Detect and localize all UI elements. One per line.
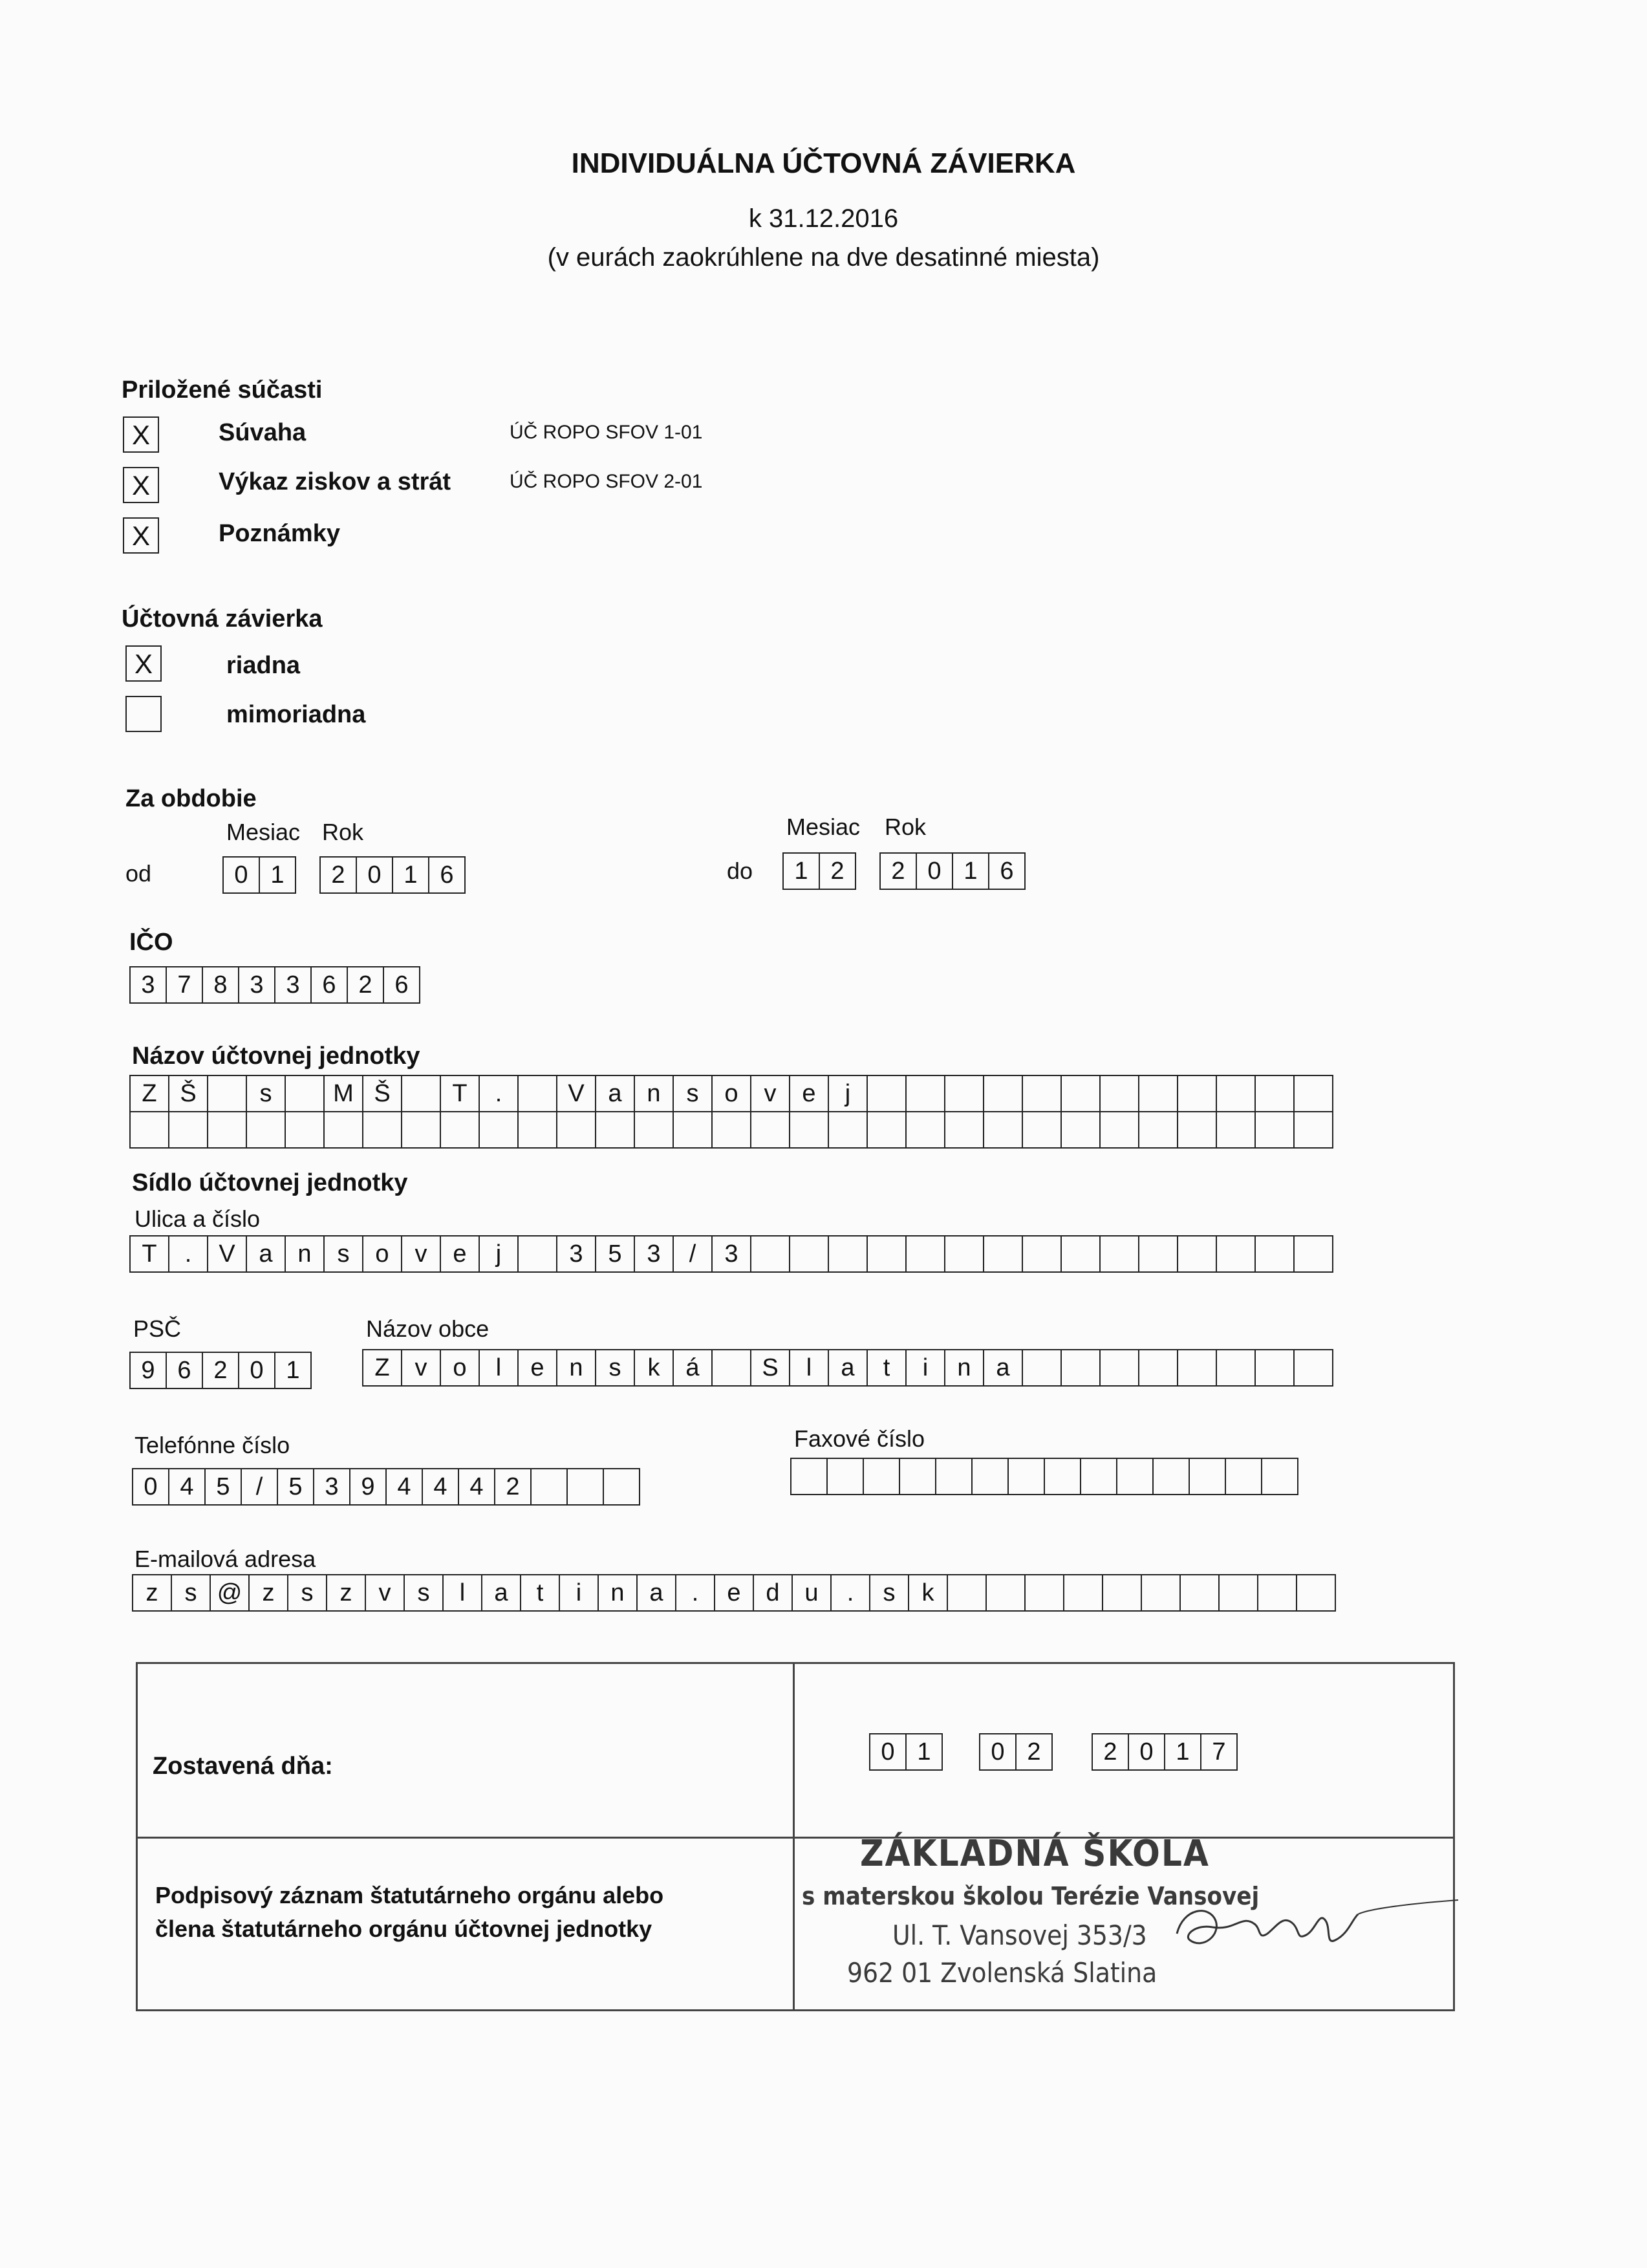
- char-cell[interactable]: [983, 1235, 1023, 1273]
- digit-cell[interactable]: 2: [1015, 1733, 1053, 1771]
- char-cell[interactable]: n: [556, 1349, 596, 1387]
- statement-type-heading: Účtovná závierka: [122, 605, 323, 632]
- digit-cell[interactable]: 2: [879, 852, 917, 890]
- char-cell[interactable]: 3: [711, 1235, 751, 1273]
- psc-label: PSČ: [133, 1315, 182, 1342]
- char-cell[interactable]: o: [440, 1349, 480, 1387]
- char-cell[interactable]: [1254, 1111, 1295, 1149]
- vykaz-code: ÚČ ROPO SFOV 2-01: [510, 471, 703, 492]
- checkbox-riadna[interactable]: X: [125, 645, 162, 682]
- char-cell[interactable]: [1189, 1458, 1226, 1495]
- digit-cell[interactable]: 1: [905, 1733, 943, 1771]
- char-cell[interactable]: 9: [349, 1468, 387, 1506]
- char-cell[interactable]: [285, 1111, 325, 1149]
- char-cell[interactable]: e: [714, 1574, 754, 1612]
- fax-cells[interactable]: [790, 1458, 1297, 1495]
- char-cell[interactable]: z: [132, 1574, 172, 1612]
- city-label: Názov obce: [366, 1315, 490, 1342]
- char-cell[interactable]: V: [556, 1075, 596, 1112]
- compiled-day-cells[interactable]: [869, 1733, 942, 1771]
- stamp-line-1: ZÁKLADNÁ ŠKOLA: [860, 1833, 1210, 1875]
- char-cell[interactable]: [1099, 1235, 1139, 1273]
- char-cell[interactable]: [1044, 1458, 1081, 1495]
- char-cell[interactable]: M: [323, 1075, 363, 1112]
- digit-cell[interactable]: 1: [1164, 1733, 1201, 1771]
- char-cell[interactable]: i: [559, 1574, 599, 1612]
- char-cell[interactable]: [828, 1111, 868, 1149]
- char-cell[interactable]: [517, 1075, 557, 1112]
- phone-label: Telefónne číslo: [135, 1432, 290, 1458]
- char-cell[interactable]: [1216, 1235, 1256, 1273]
- char-cell[interactable]: 9: [129, 1352, 167, 1389]
- digit-cell[interactable]: 2: [347, 966, 384, 1004]
- char-cell[interactable]: t: [520, 1574, 560, 1612]
- digit-cell[interactable]: 1: [259, 856, 296, 894]
- from-year-label: Rok: [322, 819, 364, 845]
- char-cell[interactable]: [867, 1111, 907, 1149]
- char-cell[interactable]: o: [711, 1075, 751, 1112]
- char-cell[interactable]: l: [479, 1349, 519, 1387]
- char-cell[interactable]: [983, 1075, 1023, 1112]
- char-cell[interactable]: [1022, 1111, 1062, 1149]
- char-cell[interactable]: [603, 1468, 640, 1506]
- char-cell[interactable]: [1063, 1574, 1103, 1612]
- char-cell[interactable]: [517, 1235, 557, 1273]
- char-cell[interactable]: n: [944, 1349, 984, 1387]
- char-cell[interactable]: [1177, 1111, 1217, 1149]
- char-cell[interactable]: [530, 1468, 568, 1506]
- digit-cell[interactable]: 1: [782, 852, 820, 890]
- char-cell[interactable]: j: [828, 1075, 868, 1112]
- entity-name-label: Názov účtovnej jednotky: [132, 1042, 420, 1070]
- char-cell[interactable]: s: [323, 1235, 363, 1273]
- char-cell[interactable]: [1007, 1458, 1045, 1495]
- digit-cell[interactable]: 8: [202, 966, 239, 1004]
- char-cell[interactable]: [1022, 1075, 1062, 1112]
- char-cell[interactable]: [566, 1468, 604, 1506]
- char-cell[interactable]: [1022, 1349, 1062, 1387]
- char-cell[interactable]: [1099, 1075, 1139, 1112]
- char-cell[interactable]: S: [750, 1349, 790, 1387]
- char-cell[interactable]: [207, 1075, 247, 1112]
- char-cell[interactable]: V: [207, 1235, 247, 1273]
- email-cells[interactable]: [132, 1574, 1335, 1610]
- suvaha-label: Súvaha: [219, 419, 307, 446]
- char-cell[interactable]: [323, 1111, 363, 1149]
- char-cell[interactable]: [1099, 1111, 1139, 1149]
- char-cell[interactable]: [944, 1235, 984, 1273]
- char-cell[interactable]: s: [869, 1574, 909, 1612]
- char-cell[interactable]: [479, 1111, 519, 1149]
- char-cell[interactable]: [750, 1111, 790, 1149]
- char-cell[interactable]: [1080, 1458, 1117, 1495]
- char-cell[interactable]: [905, 1235, 945, 1273]
- char-cell[interactable]: [711, 1349, 751, 1387]
- char-cell[interactable]: n: [597, 1574, 638, 1612]
- city-cells[interactable]: [362, 1349, 1332, 1385]
- digit-cell[interactable]: 6: [428, 856, 466, 894]
- period-heading: Za obdobie: [125, 785, 257, 812]
- char-cell[interactable]: n: [634, 1075, 674, 1112]
- char-cell[interactable]: 2: [494, 1468, 532, 1506]
- char-cell[interactable]: [1293, 1075, 1333, 1112]
- char-cell[interactable]: Š: [362, 1075, 402, 1112]
- char-cell[interactable]: a: [246, 1235, 286, 1273]
- char-cell[interactable]: [440, 1111, 480, 1149]
- char-cell[interactable]: 5: [277, 1468, 314, 1506]
- char-cell[interactable]: [517, 1111, 557, 1149]
- to-month-cells[interactable]: [782, 852, 855, 890]
- char-cell[interactable]: j: [479, 1235, 519, 1273]
- char-cell[interactable]: T: [440, 1075, 480, 1112]
- char-cell[interactable]: [1254, 1349, 1295, 1387]
- char-cell[interactable]: a: [481, 1574, 521, 1612]
- char-cell[interactable]: [789, 1111, 829, 1149]
- char-cell[interactable]: Z: [362, 1349, 402, 1387]
- phone-cells[interactable]: [132, 1468, 639, 1506]
- char-cell[interactable]: [1254, 1075, 1295, 1112]
- from-month-label: Mesiac: [226, 819, 301, 845]
- char-cell[interactable]: [401, 1075, 441, 1112]
- char-cell[interactable]: i: [905, 1349, 945, 1387]
- char-cell[interactable]: l: [789, 1349, 829, 1387]
- char-cell[interactable]: 0: [132, 1468, 169, 1506]
- char-cell[interactable]: [1296, 1574, 1336, 1612]
- char-cell[interactable]: [1022, 1235, 1062, 1273]
- char-cell[interactable]: [246, 1111, 286, 1149]
- ico-label: IČO: [129, 929, 173, 956]
- char-cell[interactable]: [750, 1235, 790, 1273]
- char-cell[interactable]: .: [168, 1235, 208, 1273]
- char-cell[interactable]: n: [285, 1235, 325, 1273]
- compiled-label: Zostavená dňa:: [153, 1753, 333, 1780]
- char-cell[interactable]: [1216, 1111, 1256, 1149]
- stamp-line-3: Ul. T. Vansovej 353/3: [892, 1919, 1147, 1951]
- attachments-heading: Priložené súčasti: [122, 376, 323, 404]
- char-cell[interactable]: 0: [238, 1352, 275, 1389]
- vykaz-label: Výkaz ziskov a strát: [219, 468, 451, 495]
- char-cell[interactable]: v: [365, 1574, 405, 1612]
- char-cell[interactable]: 5: [595, 1235, 635, 1273]
- digit-cell[interactable]: 0: [916, 852, 953, 890]
- char-cell[interactable]: s: [673, 1075, 713, 1112]
- char-cell[interactable]: [1099, 1349, 1139, 1387]
- char-cell[interactable]: 2: [202, 1352, 239, 1389]
- char-cell[interactable]: [634, 1111, 674, 1149]
- signature-label-line-2: člena štatutárneho orgánu účtovnej jednotky: [155, 1916, 652, 1942]
- char-cell[interactable]: á: [673, 1349, 713, 1387]
- handwritten-signature: [1164, 1888, 1461, 1966]
- char-cell[interactable]: [1152, 1458, 1190, 1495]
- char-cell[interactable]: k: [908, 1574, 948, 1612]
- char-cell[interactable]: [1261, 1458, 1298, 1495]
- checkbox-vykaz[interactable]: X: [123, 467, 159, 503]
- char-cell[interactable]: 3: [556, 1235, 596, 1273]
- signature-label-line-1: Podpisový záznam štatutárneho orgánu alebo: [155, 1882, 664, 1908]
- char-cell[interactable]: [863, 1458, 900, 1495]
- char-cell[interactable]: [985, 1574, 1026, 1612]
- to-month-label: Mesiac: [786, 814, 861, 840]
- char-cell[interactable]: [905, 1111, 945, 1149]
- checkbox-suvaha[interactable]: X: [123, 416, 159, 453]
- digit-cell[interactable]: 3: [238, 966, 275, 1004]
- char-cell[interactable]: [790, 1458, 828, 1495]
- char-cell[interactable]: 4: [458, 1468, 495, 1506]
- checkbox-mimoriadna[interactable]: [125, 696, 162, 732]
- char-cell[interactable]: 4: [422, 1468, 459, 1506]
- char-cell[interactable]: [1177, 1075, 1217, 1112]
- char-cell[interactable]: [971, 1458, 1009, 1495]
- char-cell[interactable]: [673, 1111, 713, 1149]
- email-label: E-mailová adresa: [135, 1546, 316, 1572]
- char-cell[interactable]: [1257, 1574, 1297, 1612]
- char-cell[interactable]: .: [675, 1574, 715, 1612]
- date-line: k 31.12.2016: [748, 204, 899, 233]
- char-cell[interactable]: @: [210, 1574, 250, 1612]
- suvaha-code: ÚČ ROPO SFOV 1-01: [510, 422, 703, 443]
- char-cell[interactable]: [1138, 1349, 1178, 1387]
- poznamky-label: Poznámky: [219, 520, 340, 547]
- char-cell[interactable]: v: [401, 1235, 441, 1273]
- char-cell[interactable]: s: [287, 1574, 327, 1612]
- char-cell[interactable]: [168, 1111, 208, 1149]
- digit-cell[interactable]: 0: [1128, 1733, 1165, 1771]
- digit-cell[interactable]: 6: [310, 966, 348, 1004]
- checkbox-poznamky[interactable]: X: [123, 517, 159, 554]
- mimoriadna-label: mimoriadna: [226, 701, 366, 728]
- char-cell[interactable]: [947, 1574, 987, 1612]
- char-cell[interactable]: [711, 1111, 751, 1149]
- digit-cell[interactable]: 0: [869, 1733, 907, 1771]
- char-cell[interactable]: [905, 1075, 945, 1112]
- to-year-label: Rok: [885, 814, 927, 840]
- char-cell[interactable]: 6: [166, 1352, 203, 1389]
- char-cell[interactable]: [1060, 1075, 1101, 1112]
- char-cell[interactable]: [867, 1075, 907, 1112]
- char-cell[interactable]: e: [440, 1235, 480, 1273]
- char-cell[interactable]: [595, 1111, 635, 1149]
- digit-cell[interactable]: 2: [819, 852, 856, 890]
- char-cell[interactable]: z: [326, 1574, 366, 1612]
- digit-cell[interactable]: 3: [274, 966, 312, 1004]
- char-cell[interactable]: [1141, 1574, 1181, 1612]
- char-cell[interactable]: 5: [204, 1468, 242, 1506]
- footer-divider-horizontal: [136, 1837, 1455, 1839]
- char-cell[interactable]: a: [828, 1349, 868, 1387]
- digit-cell[interactable]: 0: [979, 1733, 1017, 1771]
- fax-label: Faxové číslo: [794, 1425, 925, 1452]
- digit-cell[interactable]: 6: [988, 852, 1026, 890]
- char-cell[interactable]: [789, 1235, 829, 1273]
- char-cell[interactable]: k: [634, 1349, 674, 1387]
- to-year-cells[interactable]: [879, 852, 1024, 890]
- char-cell[interactable]: [1225, 1458, 1262, 1495]
- char-cell[interactable]: [1216, 1075, 1256, 1112]
- riadna-label: riadna: [226, 652, 301, 679]
- char-cell[interactable]: .: [830, 1574, 870, 1612]
- char-cell[interactable]: u: [791, 1574, 832, 1612]
- unit-line: (v eurách zaokrúhlene na dve desatinné miesta): [547, 243, 1100, 272]
- street-label: Ulica a číslo: [135, 1205, 261, 1232]
- stamp-line-4: 962 01 Zvolenská Slatina: [847, 1957, 1157, 1989]
- digit-cell[interactable]: 2: [319, 856, 357, 894]
- char-cell[interactable]: [1060, 1235, 1101, 1273]
- char-cell[interactable]: [556, 1111, 596, 1149]
- char-cell[interactable]: [401, 1111, 441, 1149]
- char-cell[interactable]: [1293, 1111, 1333, 1149]
- char-cell[interactable]: e: [517, 1349, 557, 1387]
- char-cell[interactable]: [1060, 1111, 1101, 1149]
- char-cell[interactable]: z: [248, 1574, 288, 1612]
- char-cell[interactable]: 3: [634, 1235, 674, 1273]
- char-cell[interactable]: [983, 1111, 1023, 1149]
- char-cell[interactable]: .: [479, 1075, 519, 1112]
- char-cell[interactable]: /: [673, 1235, 713, 1273]
- char-cell[interactable]: a: [595, 1075, 635, 1112]
- char-cell[interactable]: T: [129, 1235, 169, 1273]
- digit-cell[interactable]: 2: [1092, 1733, 1129, 1771]
- char-cell[interactable]: 4: [385, 1468, 423, 1506]
- char-cell[interactable]: [285, 1075, 325, 1112]
- char-cell[interactable]: [944, 1075, 984, 1112]
- char-cell[interactable]: v: [401, 1349, 441, 1387]
- ico-cells[interactable]: [129, 966, 419, 1004]
- char-cell[interactable]: [1102, 1574, 1142, 1612]
- char-cell[interactable]: s: [171, 1574, 211, 1612]
- char-cell[interactable]: [362, 1111, 402, 1149]
- char-cell[interactable]: [1216, 1349, 1256, 1387]
- char-cell[interactable]: t: [867, 1349, 907, 1387]
- char-cell[interactable]: s: [404, 1574, 444, 1612]
- char-cell[interactable]: [1254, 1235, 1295, 1273]
- char-cell[interactable]: [1024, 1574, 1064, 1612]
- char-cell[interactable]: [899, 1458, 936, 1495]
- compiled-year-cells[interactable]: [1092, 1733, 1236, 1771]
- char-cell[interactable]: s: [246, 1075, 286, 1112]
- digit-cell[interactable]: 7: [166, 966, 203, 1004]
- char-cell[interactable]: [129, 1111, 169, 1149]
- char-cell[interactable]: [944, 1111, 984, 1149]
- char-cell[interactable]: 1: [274, 1352, 312, 1389]
- char-cell[interactable]: 3: [313, 1468, 350, 1506]
- psc-cells[interactable]: [129, 1352, 310, 1389]
- char-cell[interactable]: /: [241, 1468, 278, 1506]
- char-cell[interactable]: [1293, 1349, 1333, 1387]
- char-cell[interactable]: [1138, 1111, 1178, 1149]
- address-heading: Sídlo účtovnej jednotky: [132, 1169, 408, 1196]
- compiled-month-cells[interactable]: [979, 1733, 1051, 1771]
- char-cell[interactable]: l: [442, 1574, 482, 1612]
- char-cell[interactable]: a: [636, 1574, 676, 1612]
- from-year-cells[interactable]: [319, 856, 464, 894]
- char-cell[interactable]: Š: [168, 1075, 208, 1112]
- char-cell[interactable]: [1218, 1574, 1258, 1612]
- char-cell[interactable]: [207, 1111, 247, 1149]
- char-cell[interactable]: [1293, 1235, 1333, 1273]
- digit-cell[interactable]: 6: [383, 966, 420, 1004]
- char-cell[interactable]: [1138, 1075, 1178, 1112]
- char-cell[interactable]: [826, 1458, 864, 1495]
- char-cell[interactable]: [935, 1458, 973, 1495]
- char-cell[interactable]: 4: [168, 1468, 206, 1506]
- char-cell[interactable]: [1177, 1235, 1217, 1273]
- char-cell[interactable]: Z: [129, 1075, 169, 1112]
- char-cell[interactable]: [1060, 1349, 1101, 1387]
- char-cell[interactable]: [1138, 1235, 1178, 1273]
- digit-cell[interactable]: 1: [952, 852, 989, 890]
- stamp-line-2: s materskou školou Terézie Vansovej: [802, 1882, 1260, 1910]
- entity-name-row-2[interactable]: [129, 1111, 1332, 1147]
- document-title: INDIVIDUÁLNA ÚČTOVNÁ ZÁVIERKA: [571, 147, 1076, 179]
- char-cell[interactable]: a: [983, 1349, 1023, 1387]
- char-cell[interactable]: o: [362, 1235, 402, 1273]
- from-label: od: [125, 860, 152, 887]
- char-cell[interactable]: s: [595, 1349, 635, 1387]
- char-cell[interactable]: e: [789, 1075, 829, 1112]
- char-cell[interactable]: [867, 1235, 907, 1273]
- char-cell[interactable]: [828, 1235, 868, 1273]
- char-cell[interactable]: [1177, 1349, 1217, 1387]
- to-label: do: [727, 858, 753, 884]
- digit-cell[interactable]: 0: [222, 856, 260, 894]
- char-cell[interactable]: d: [753, 1574, 793, 1612]
- char-cell[interactable]: [1116, 1458, 1154, 1495]
- digit-cell[interactable]: 1: [392, 856, 429, 894]
- street-cells[interactable]: [129, 1235, 1332, 1271]
- entity-name-row-1[interactable]: [129, 1075, 1332, 1111]
- digit-cell[interactable]: 3: [129, 966, 167, 1004]
- digit-cell[interactable]: 0: [356, 856, 393, 894]
- char-cell[interactable]: [1179, 1574, 1220, 1612]
- from-month-cells[interactable]: [222, 856, 295, 894]
- char-cell[interactable]: v: [750, 1075, 790, 1112]
- digit-cell[interactable]: 7: [1200, 1733, 1238, 1771]
